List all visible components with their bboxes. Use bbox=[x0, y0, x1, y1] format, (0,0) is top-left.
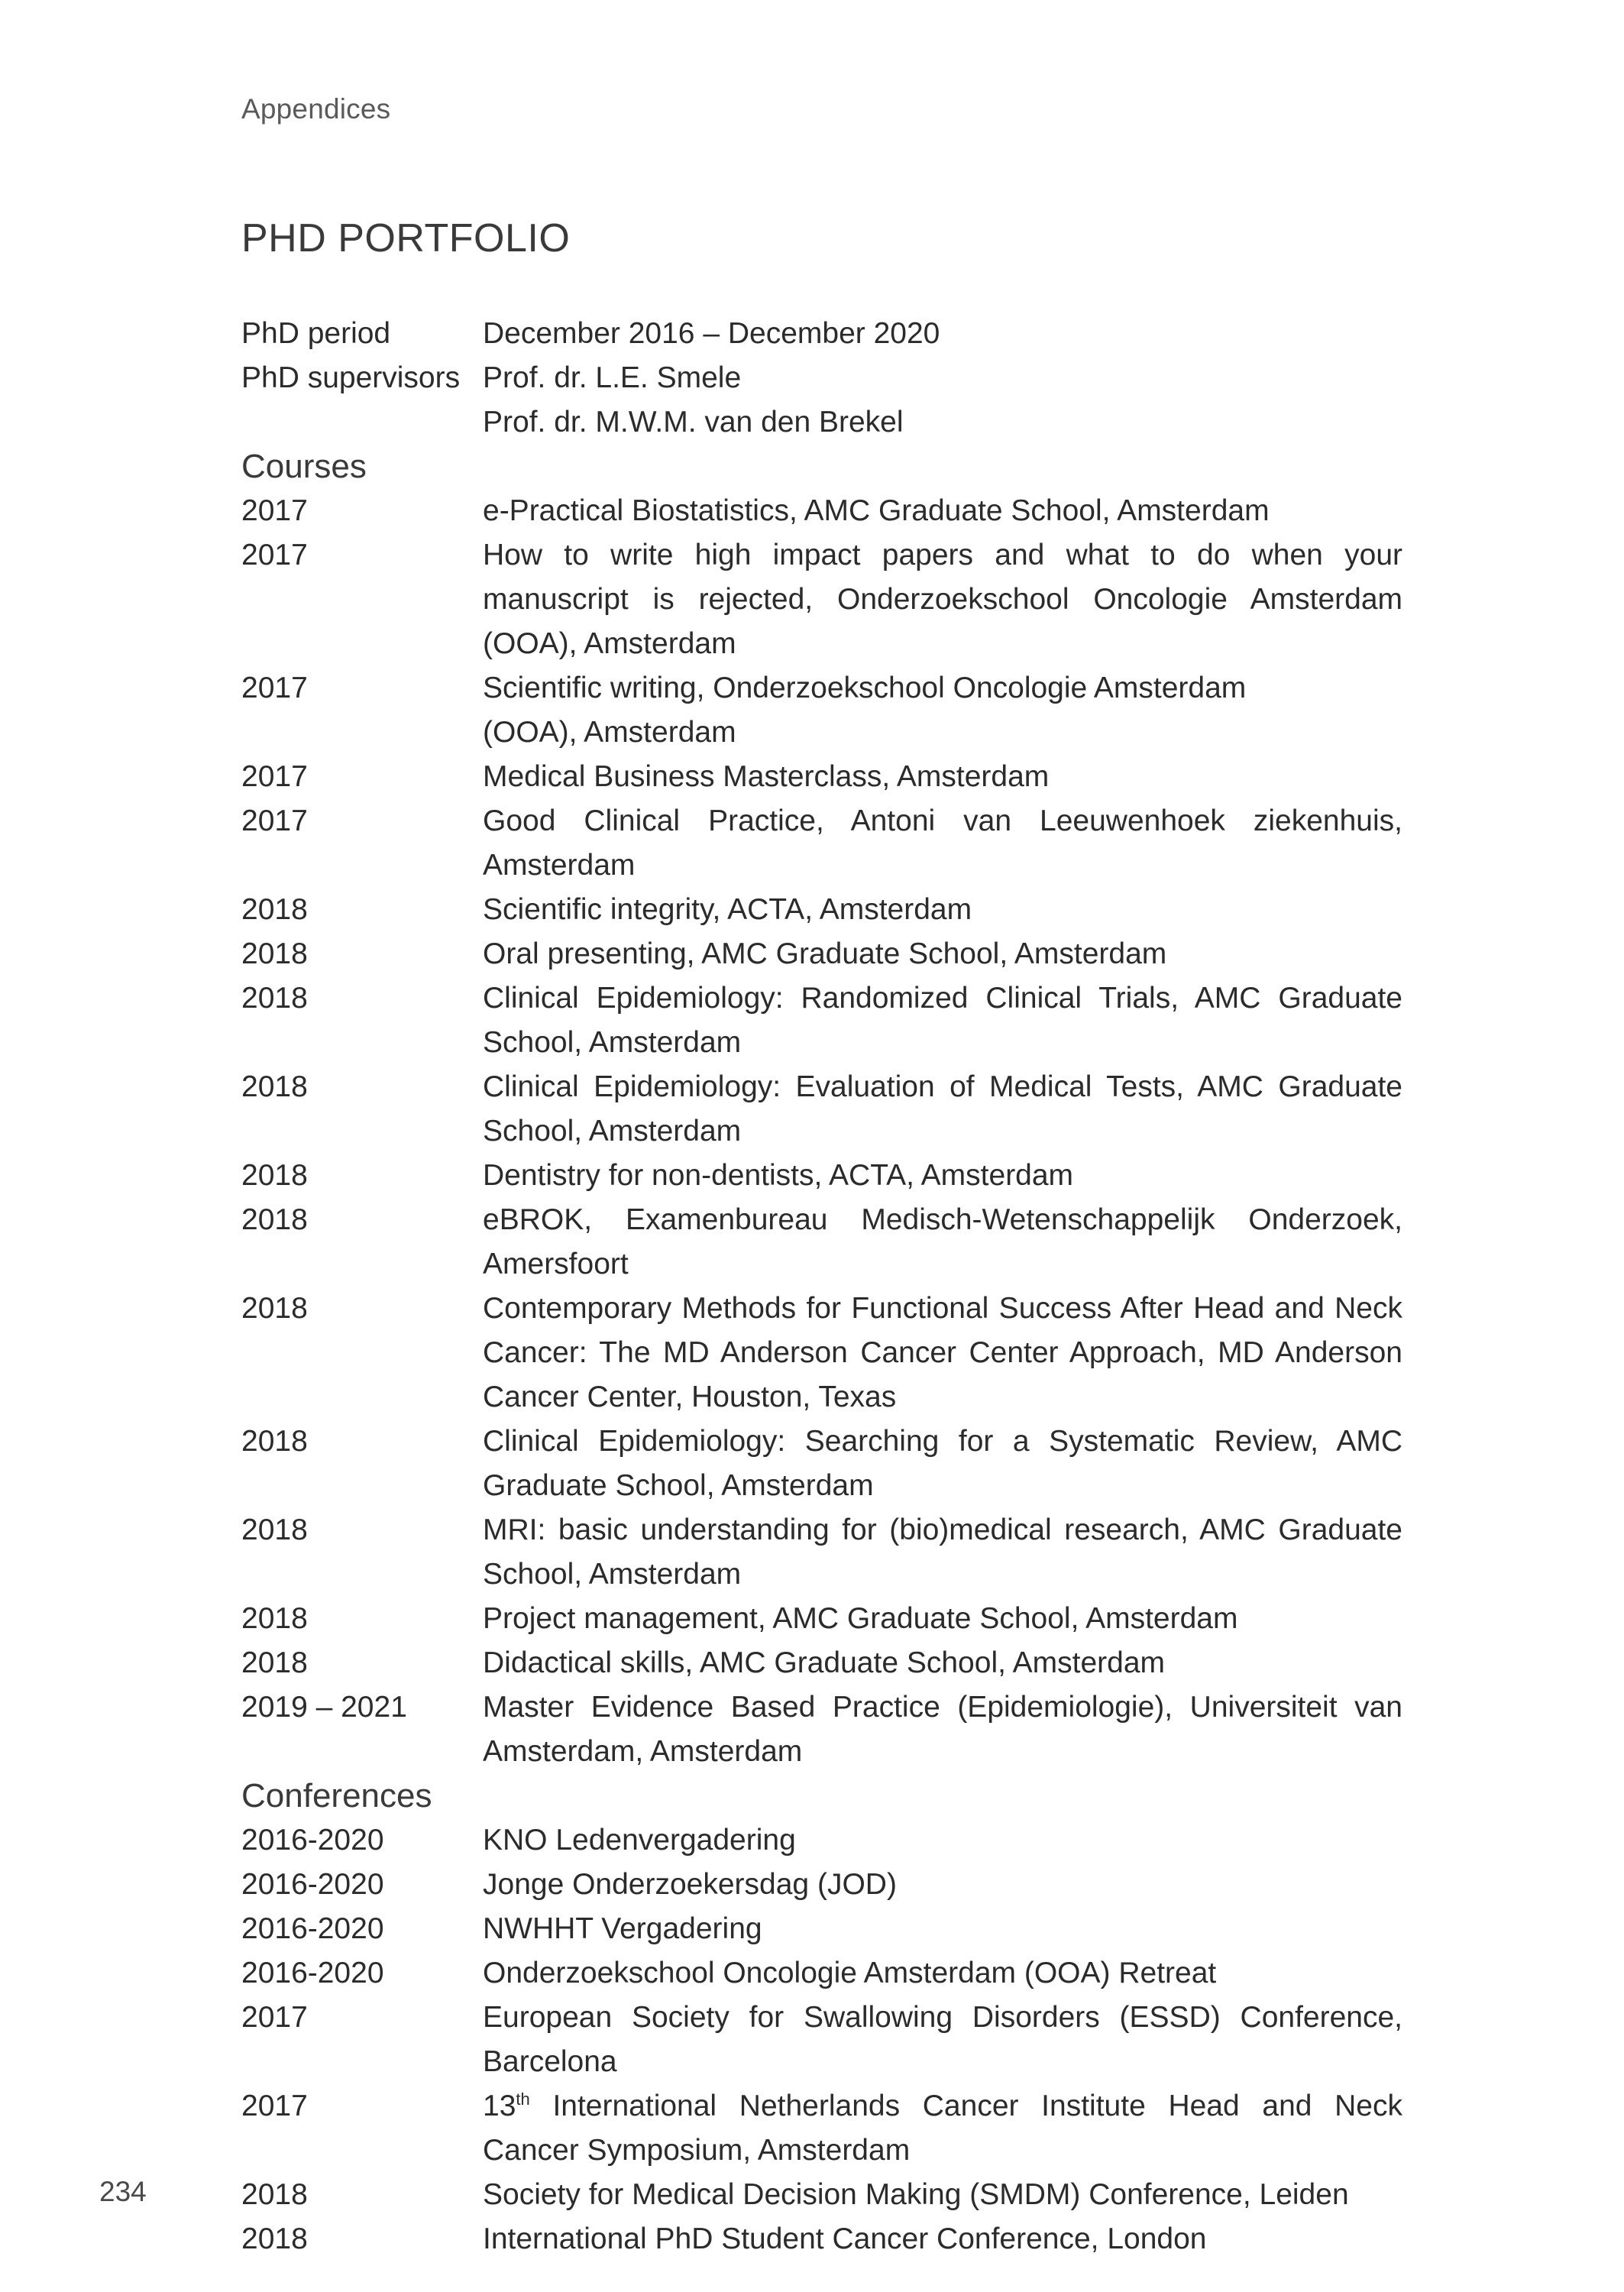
ordinal-number: 13 bbox=[483, 2090, 516, 2122]
phd-period-value: December 2016 – December 2020 bbox=[483, 317, 940, 350]
conference-row bbox=[241, 2084, 1402, 2173]
course-year: 2017 bbox=[241, 494, 308, 527]
conference-title: KNO Ledenvergadering bbox=[483, 1824, 796, 1857]
conference-row bbox=[241, 1863, 1402, 1907]
phd-supervisors-row bbox=[241, 356, 1402, 400]
conference-row bbox=[241, 1951, 1402, 1996]
course-row bbox=[241, 533, 1402, 666]
page-title: PHD PORTFOLIO bbox=[241, 216, 571, 261]
course-title: Clinical Epidemiology: Searching for a Systematic Review, AMC Graduate School, Amsterdam bbox=[483, 1425, 1402, 1502]
course-year: 2018 bbox=[241, 1203, 308, 1236]
conference-year: 2017 bbox=[241, 2090, 308, 2122]
course-row bbox=[241, 1065, 1402, 1154]
portfolio-content bbox=[241, 312, 1402, 2261]
course-year: 2018 bbox=[241, 1292, 308, 1325]
page-number: 234 bbox=[99, 2176, 147, 2207]
conference-title: International PhD Student Cancer Conference, London bbox=[483, 2222, 1207, 2255]
conference-year: 2018 bbox=[241, 2178, 308, 2211]
supervisor-name: Prof. dr. M.W.M. van den Brekel bbox=[483, 406, 904, 439]
course-title: How to write high impact papers and what to do when your manuscript is rejected, Onderzoekschool Oncologie Amsterdam (OOA), Amsterdam bbox=[483, 539, 1402, 660]
course-year: 2018 bbox=[241, 1159, 308, 1192]
course-row bbox=[241, 1641, 1402, 1685]
course-year: 2017 bbox=[241, 672, 308, 704]
conference-title: Jonge Onderzoekersdag (JOD) bbox=[483, 1868, 897, 1901]
conference-title: European Society for Swallowing Disorders (ESSD) Conference, Barcelona bbox=[483, 2001, 1402, 2078]
course-row bbox=[241, 1508, 1402, 1597]
course-row bbox=[241, 489, 1402, 533]
course-title: Dentistry for non-dentists, ACTA, Amsterdam bbox=[483, 1159, 1074, 1192]
course-year: 2019 – 2021 bbox=[241, 1691, 407, 1724]
course-title-line: Scientific writing, Onderzoekschool Oncologie Amsterdam bbox=[483, 672, 1247, 704]
conferences-heading: Conferences bbox=[241, 1777, 432, 1814]
course-title: Project management, AMC Graduate School, Amsterdam bbox=[483, 1602, 1238, 1635]
course-title: Clinical Epidemiology: Randomized Clinical Trials, AMC Graduate School, Amsterdam bbox=[483, 982, 1402, 1059]
course-title bbox=[483, 666, 1402, 755]
course-title: Medical Business Masterclass, Amsterdam bbox=[483, 760, 1050, 793]
course-title: e-Practical Biostatistics, AMC Graduate School, Amsterdam bbox=[483, 494, 1270, 527]
conference-year: 2016-2020 bbox=[241, 1957, 384, 1989]
conference-row bbox=[241, 1996, 1402, 2084]
course-year: 2018 bbox=[241, 982, 308, 1015]
course-year: 2018 bbox=[241, 1513, 308, 1546]
conference-title: Onderzoekschool Oncologie Amsterdam (OOA) Retreat bbox=[483, 1957, 1217, 1989]
conference-row bbox=[241, 1907, 1402, 1951]
courses-heading: Courses bbox=[241, 448, 367, 485]
course-year: 2018 bbox=[241, 1425, 308, 1458]
ordinal-suffix: th bbox=[516, 2090, 530, 2109]
course-row bbox=[241, 799, 1402, 888]
conference-row bbox=[241, 1818, 1402, 1863]
course-title: Master Evidence Based Practice (Epidemiologie), Universiteit van Amsterdam, Amsterdam bbox=[483, 1691, 1402, 1768]
course-title-line: (OOA), Amsterdam bbox=[483, 716, 736, 749]
course-year: 2018 bbox=[241, 1602, 308, 1635]
course-title: Scientific integrity, ACTA, Amsterdam bbox=[483, 893, 972, 926]
course-row bbox=[241, 1420, 1402, 1508]
course-title: Good Clinical Practice, Antoni van Leeuwenhoek ziekenhuis, Amsterdam bbox=[483, 804, 1402, 882]
supervisor-name: Prof. dr. L.E. Smele bbox=[483, 361, 742, 394]
course-row bbox=[241, 1198, 1402, 1287]
course-year: 2018 bbox=[241, 937, 308, 970]
conference-row bbox=[241, 2173, 1402, 2217]
course-title: Oral presenting, AMC Graduate School, Amsterdam bbox=[483, 937, 1167, 970]
course-title: Clinical Epidemiology: Evaluation of Medical Tests, AMC Graduate School, Amsterdam bbox=[483, 1070, 1402, 1148]
course-title: MRI: basic understanding for (bio)medical research, AMC Graduate School, Amsterdam bbox=[483, 1513, 1402, 1591]
conference-year: 2016-2020 bbox=[241, 1912, 384, 1945]
conference-year: 2017 bbox=[241, 2001, 308, 2034]
course-row bbox=[241, 932, 1402, 976]
phd-supervisors-label: PhD supervisors bbox=[241, 361, 461, 394]
course-year: 2017 bbox=[241, 539, 308, 571]
course-row bbox=[241, 1287, 1402, 1420]
conference-year: 2018 bbox=[241, 2222, 308, 2255]
course-row bbox=[241, 666, 1402, 755]
phd-supervisors-row bbox=[241, 400, 1402, 445]
conference-row bbox=[241, 2217, 1402, 2261]
course-year: 2017 bbox=[241, 760, 308, 793]
course-year: 2018 bbox=[241, 1070, 308, 1103]
running-header: Appendices bbox=[241, 93, 391, 125]
phd-period-row bbox=[241, 312, 1402, 356]
conference-title: Society for Medical Decision Making (SMDM) Conference, Leiden bbox=[483, 2178, 1349, 2211]
course-row bbox=[241, 1597, 1402, 1641]
course-title: eBROK, Examenbureau Medisch-Wetenschappelijk Onderzoek, Amersfoort bbox=[483, 1203, 1402, 1280]
conference-title bbox=[483, 2084, 1402, 2173]
course-year: 2018 bbox=[241, 893, 308, 926]
conference-title: NWHHT Vergadering bbox=[483, 1912, 762, 1945]
conference-year: 2016-2020 bbox=[241, 1824, 384, 1857]
course-row bbox=[241, 755, 1402, 799]
course-title: Didactical skills, AMC Graduate School, Amsterdam bbox=[483, 1646, 1166, 1679]
phd-period-label: PhD period bbox=[241, 317, 391, 350]
course-row bbox=[241, 1685, 1402, 1774]
course-row bbox=[241, 976, 1402, 1065]
course-row bbox=[241, 888, 1402, 932]
course-year: 2018 bbox=[241, 1646, 308, 1679]
course-title: Contemporary Methods for Functional Success After Head and Neck Cancer: The MD Anderson Cancer Center Approach, MD Anderson Cancer Center, Houston, Texas bbox=[483, 1292, 1402, 1413]
course-row bbox=[241, 1154, 1402, 1198]
conference-title-rest: International Netherlands Cancer Institute Head and Neck Cancer Symposium, Amsterdam bbox=[483, 2090, 1402, 2167]
conference-year: 2016-2020 bbox=[241, 1868, 384, 1901]
course-year: 2017 bbox=[241, 804, 308, 837]
